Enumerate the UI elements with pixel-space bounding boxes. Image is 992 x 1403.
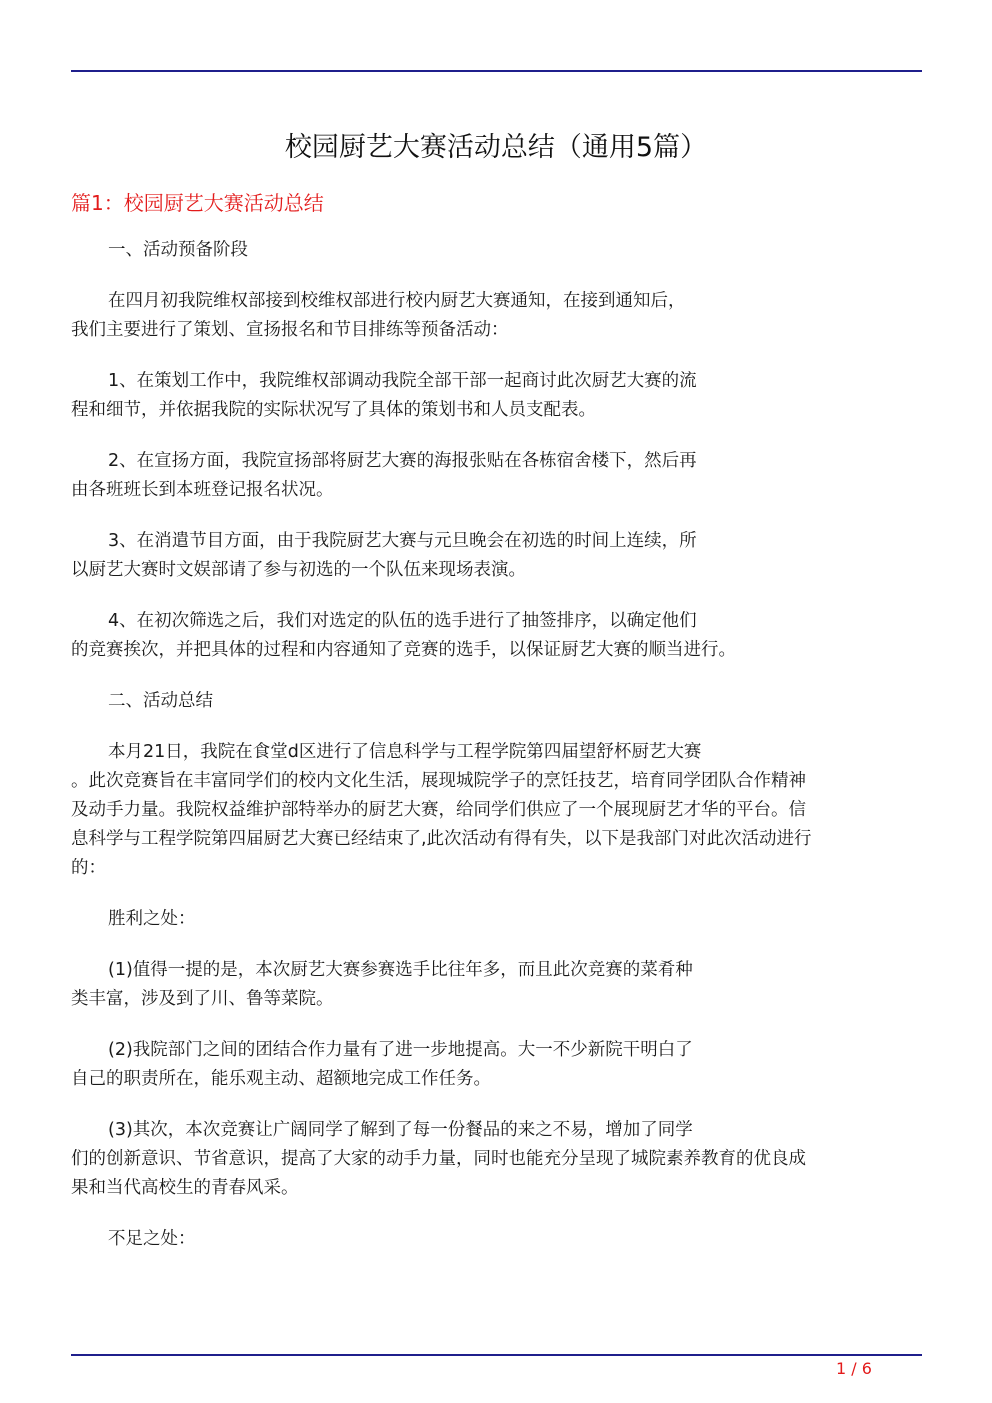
- paragraph-line: 自己的职责所在，能乐观主动、超额地完成工作任务。: [71, 1069, 491, 1089]
- paragraph-line: (2)我院部门之间的团结合作力量有了进一步地提高。大一不少新院干明白了: [108, 1040, 693, 1060]
- paragraph-line: 3、在消遣节目方面，由于我院厨艺大赛与元旦晚会在初选的时间上连续，所: [108, 531, 697, 551]
- paragraph: [71, 1036, 922, 1094]
- paragraph: [71, 527, 922, 585]
- paragraph-line: (1)值得一提的是，本次厨艺大赛参赛选手比往年多，而且此次竞赛的菜肴种: [108, 960, 693, 980]
- page-number: 1 / 6: [836, 1359, 872, 1378]
- document-body: [71, 236, 922, 1276]
- paragraph-line: 2、在宣扬方面，我院宣扬部将厨艺大赛的海报张贴在各栋宿舍楼下，然后再: [108, 451, 697, 471]
- paragraph-line: 不足之处：: [108, 1229, 196, 1249]
- document-title: 校园厨艺大赛活动总结（通用5篇）: [284, 132, 708, 163]
- paragraph: [71, 687, 922, 716]
- section-heading: 篇1：校园厨艺大赛活动总结: [71, 191, 324, 215]
- paragraph: [71, 956, 922, 1014]
- paragraph: [71, 607, 922, 665]
- paragraph-line: 胜利之处：: [108, 909, 196, 929]
- paragraph-line: 的：: [71, 858, 106, 878]
- paragraph-line: 二、活动总结: [108, 691, 213, 711]
- paragraph: [71, 1116, 922, 1203]
- paragraph-line: 的竞赛挨次，并把具体的过程和内容通知了竞赛的选手，以保证厨艺大赛的顺当进行。: [71, 640, 736, 660]
- paragraph-line: 程和细节，并依据我院的实际状况写了具体的策划书和人员支配表。: [71, 400, 596, 420]
- paragraph-line: 由各班班长到本班登记报名状况。: [71, 480, 334, 500]
- paragraph-line: 在四月初我院维权部接到校维权部进行校内厨艺大赛通知，在接到通知后，: [108, 291, 686, 311]
- header-rule: [71, 70, 922, 72]
- paragraph-line: 本月21日，我院在食堂d区进行了信息科学与工程学院第四届望舒杯厨艺大赛: [108, 742, 702, 762]
- paragraph: [71, 367, 922, 425]
- paragraph-line: 息科学与工程学院第四届厨艺大赛已经结束了,此次活动有得有失，以下是我部门对此次活动进行: [71, 829, 812, 849]
- paragraph: [71, 287, 922, 345]
- paragraph: [71, 1225, 922, 1254]
- paragraph-line: 类丰富，涉及到了川、鲁等菜院。: [71, 989, 334, 1009]
- paragraph-line: 我们主要进行了策划、宣扬报名和节目排练等预备活动：: [71, 320, 509, 340]
- paragraph-line: 。此次竞赛旨在丰富同学们的校内文化生活，展现城院学子的烹饪技艺，培育同学团队合作精神: [71, 771, 806, 791]
- paragraph: [71, 447, 922, 505]
- paragraph-line: 1、在策划工作中，我院维权部调动我院全部干部一起商讨此次厨艺大赛的流: [108, 371, 697, 391]
- footer-rule: [71, 1354, 922, 1356]
- paragraph-line: 果和当代高校生的青春风采。: [71, 1178, 299, 1198]
- paragraph-line: 一、活动预备阶段: [108, 240, 248, 260]
- paragraph: [71, 905, 922, 934]
- paragraph-line: 4、在初次筛选之后，我们对选定的队伍的选手进行了抽签排序，以确定他们: [108, 611, 697, 631]
- paragraph: [71, 236, 922, 265]
- paragraph-line: 们的创新意识、节省意识，提高了大家的动手力量，同时也能充分呈现了城院素养教育的优良成: [71, 1149, 806, 1169]
- paragraph-line: (3)其次，本次竞赛让广阔同学了解到了每一份餐品的来之不易，增加了同学: [108, 1120, 693, 1140]
- paragraph-line: 以厨艺大赛时文娱部请了参与初选的一个队伍来现场表演。: [71, 560, 526, 580]
- paragraph: [71, 738, 922, 883]
- paragraph-line: 及动手力量。我院权益维护部特举办的厨艺大赛，给同学们供应了一个展现厨艺才华的平台。信: [71, 800, 806, 820]
